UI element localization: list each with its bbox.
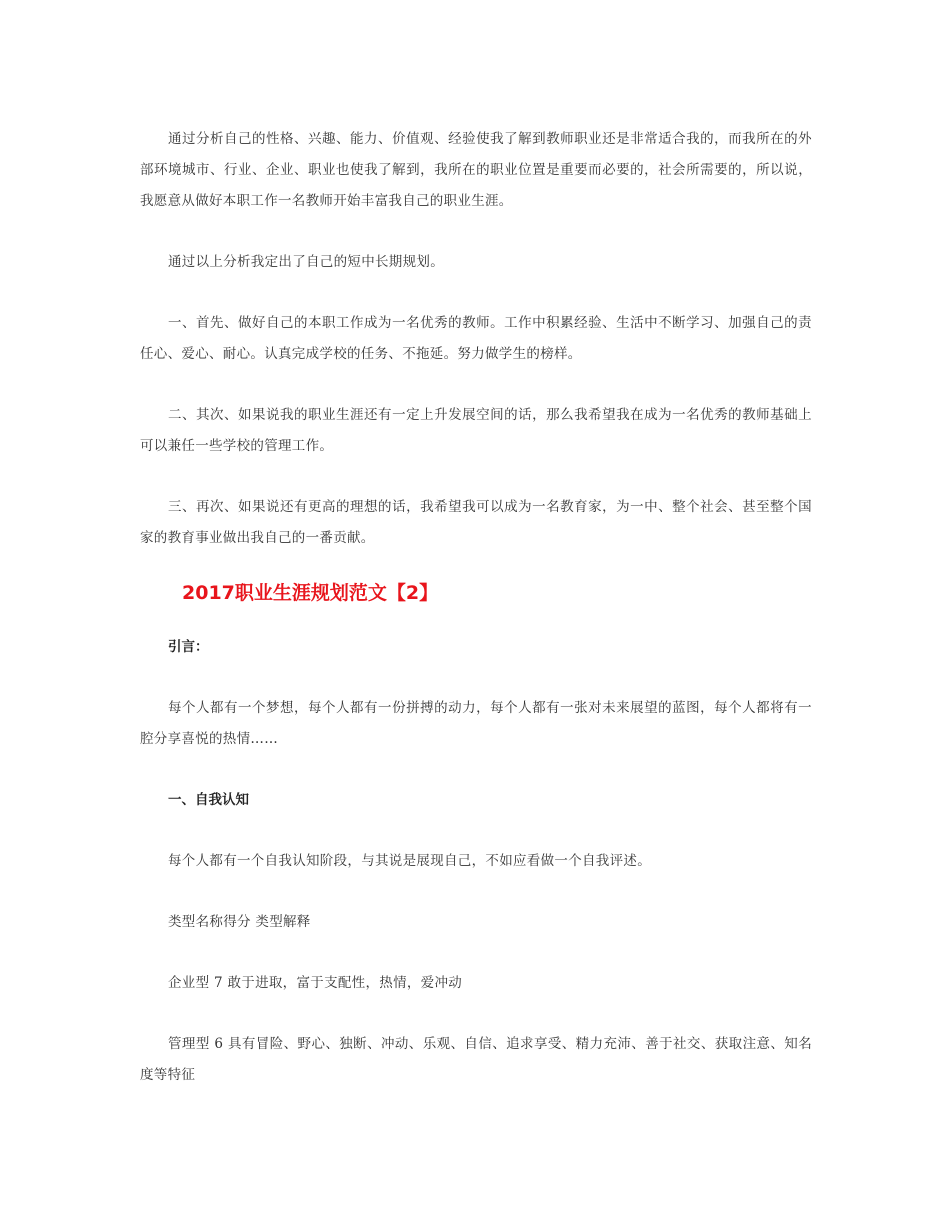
self-paragraph-intro: 每个人都有一个自我认知阶段，与其说是展现自己，不如应看做一个自我评述。 xyxy=(168,853,651,869)
self-paragraph-management: 管理型 6 具有冒险、野心、独断、冲动、乐观、自信、追求享受、精力充沛、善于社交、获取注意、知名度等特征 xyxy=(140,1036,812,1083)
self-paragraph-header: 类型名称得分 类型解释 xyxy=(168,914,311,930)
section-title: 2017职业生涯规划范文【2】 xyxy=(182,582,439,604)
paragraph-plan-third: 三、再次、如果说还有更高的理想的话，我希望我可以成为一名教育家，为一中、整个社会、甚至整个国家的教育事业做出我自己的一番贡献。 xyxy=(140,499,812,546)
document-page xyxy=(140,124,812,1091)
paragraph-plan-first: 一、首先、做好自己的本职工作成为一名优秀的教师。工作中积累经验、生活中不断学习、加强自己的责任心、爱心、耐心。认真完成学校的任务、不拖延。努力做学生的榜样。 xyxy=(140,315,812,362)
intro-label: 引言： xyxy=(168,639,209,655)
intro-text: 每个人都有一个梦想，每个人都有一份拼搏的动力，每个人都有一张对未来展望的蓝图，每个人都将有一腔分享喜悦的热情…… xyxy=(140,700,812,747)
paragraph-plan-intro: 通过以上分析我定出了自己的短中长期规划。 xyxy=(168,254,444,270)
self-heading: 一、自我认知 xyxy=(168,792,249,808)
paragraph-plan-second: 二、其次、如果说我的职业生涯还有一定上升发展空间的话，那么我希望我在成为一名优秀的教师基础上可以兼任一些学校的管理工作。 xyxy=(140,407,812,454)
paragraph-analysis: 通过分析自己的性格、兴趣、能力、价值观、经验使我了解到教师职业还是非常适合我的，而我所在的外部环境城市、行业、企业、职业也使我了解到，我所在的职业位置是重要而必要的，社会所需要的，所以说，我愿意从做好本职工作一名教师开始丰富我自己的职业生涯。 xyxy=(140,131,812,209)
self-paragraph-enterprise: 企业型 7 敢于进取，富于支配性，热情，爱冲动 xyxy=(168,975,463,991)
